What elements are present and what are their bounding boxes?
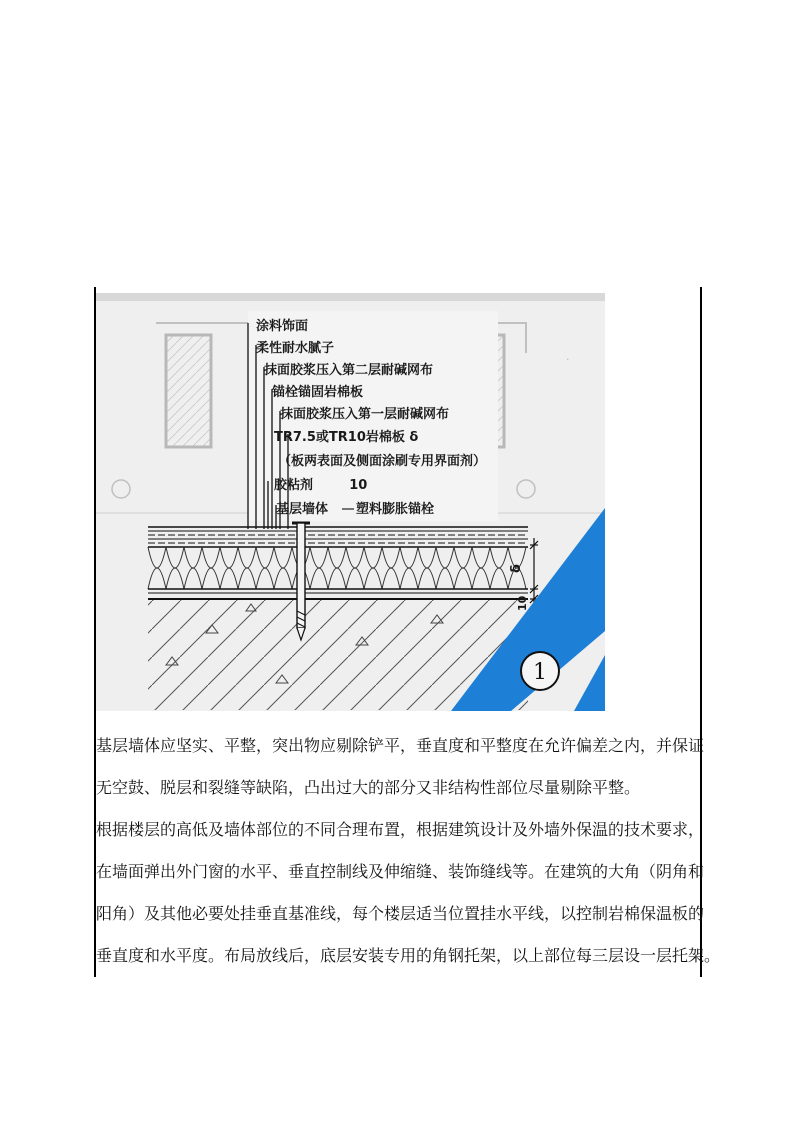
dimension-10: 10 <box>516 595 529 611</box>
layer-label-9: 基层墙体 <box>276 502 329 517</box>
anchor-label: 塑料膨胀锚栓 <box>356 502 435 517</box>
layer-label-2: 柔性耐水腻子 <box>256 341 335 356</box>
detail-number: 1 <box>533 660 547 685</box>
dimension-delta: δ <box>509 564 524 573</box>
layer-label-8: 胶粘剂 10 <box>274 478 368 493</box>
layer-label-7: （板两表面及侧面涂刷专用界面剂） <box>278 454 487 469</box>
layer-label-3: 抹面胶浆压入第二层耐碱网布 <box>264 363 434 378</box>
paragraph-line-1: 基层墙体应坚实、平整，突出物应剔除铲平，垂直度和平整度在允许偏差之内，并保证 <box>96 736 705 755</box>
layer-label-4: 锚栓锚固岩棉板 <box>272 385 364 400</box>
paragraph-line-4: 在墙面弹出外门窗的水平、垂直控制线及伸缩缝、装饰缝线等。在建筑的大角（阴角和 <box>96 862 705 881</box>
svg-text:·: · <box>566 353 570 366</box>
layer-label-1: 涂料饰面 <box>256 319 309 334</box>
figure-svg <box>96 293 605 711</box>
paragraph-line-5: 阳角）及其他必要处挂垂直基准线，每个楼层适当位置挂水平线，以控制岩棉保温板的 <box>96 904 705 923</box>
paragraph-line-6: 垂直度和水平度。布局放线后，底层安装专用的角钢托架，以上部位每三层设一层托架。 <box>96 946 721 965</box>
layer-label-5: 抹面胶浆压入第一层耐碱网布 <box>280 407 450 422</box>
paragraph-line-3: 根据楼层的高低及墙体部位的不同合理布置，根据建筑设计及外墙外保温的技术要求， <box>96 820 705 839</box>
paragraph-line-2: 无空鼓、脱层和裂缝等缺陷，凸出过大的部分又非结构性部位尽量剔除平整。 <box>96 778 641 797</box>
layer-label-6: TR7.5或TR10岩棉板 δ <box>274 430 419 445</box>
construction-detail-figure <box>96 293 605 711</box>
